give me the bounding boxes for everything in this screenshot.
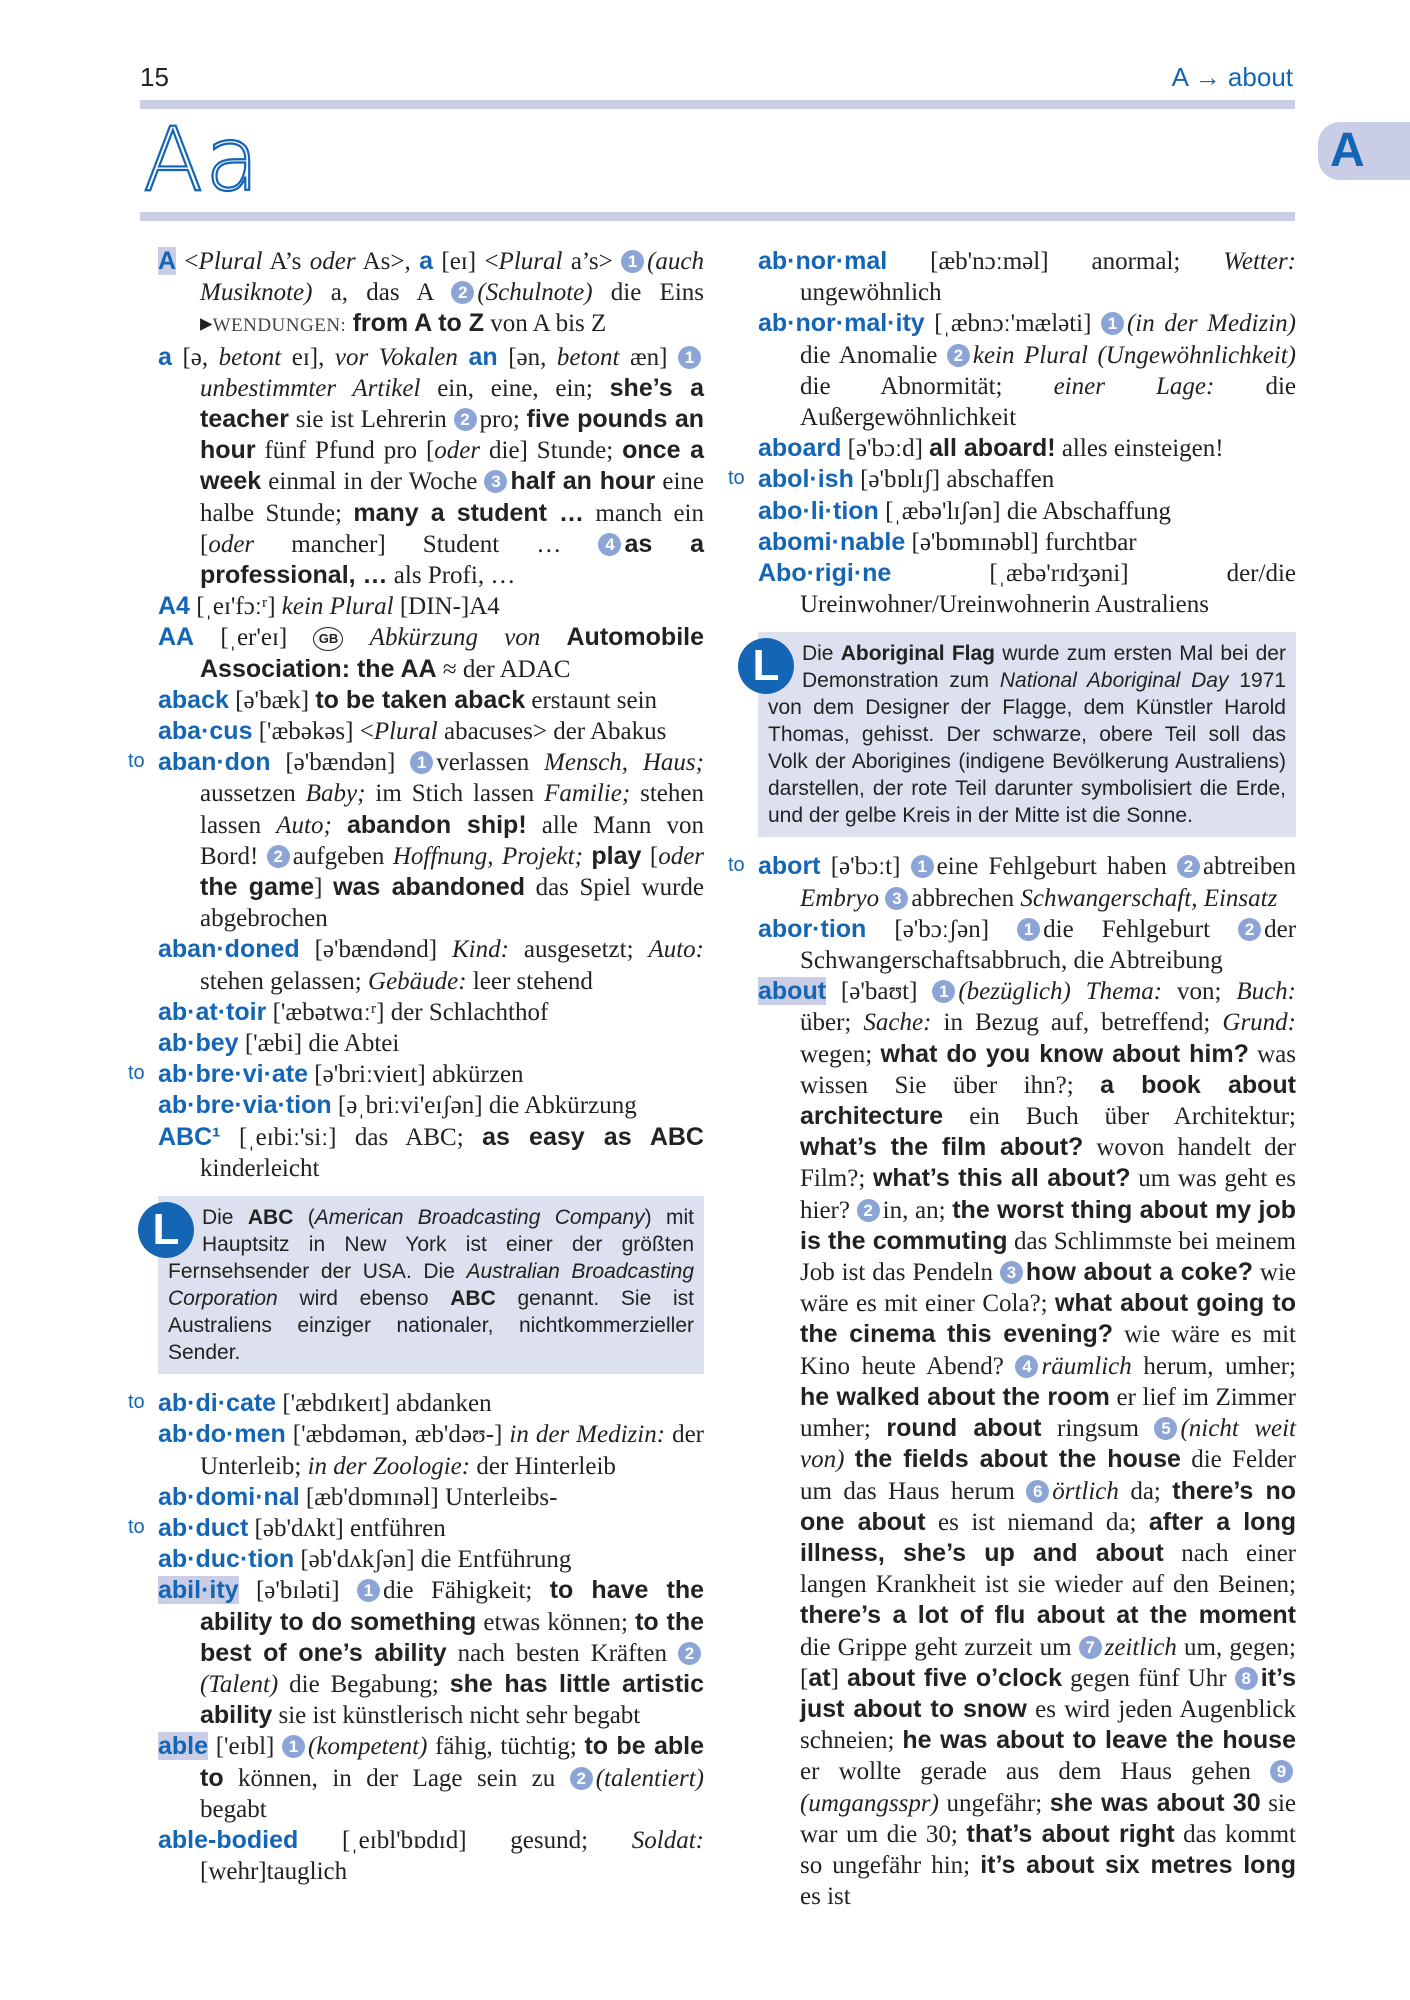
dictionary-entry: able ['eɪbl] 1 (kompetent) fähig, tüchtig; to be able to können, in der Lage sein zu 2 (talentiert) begabt [158,1732,704,1823]
dictionary-entry: abo·li·tion [ˌæbə'lɪʃən] die Abschaffung [758,496,1171,525]
entries-right-a [728,246,1297,620]
dictionary-entry: abor·tion [ə'bɔːʃən] 1 die Fehlgeburt 2 der Schwangerschaftsabbruch, die Abtreibung [758,914,1297,975]
dictionary-entry: ab·duc·tion [əb'dʌkʃən] die Entführung [158,1545,572,1574]
verb-marker: to [728,467,745,490]
dictionary-entry: ab·nor·mal [æb'nɔːməl] anormal; Wetter: ungewöhnlich [758,247,1296,307]
dictionary-entry: ab·do·men ['æbdəmən, æb'dəʊ-] in der Medizin: der Unterleib; in der Zoologie: der Hinterleib [158,1420,705,1480]
entries-left-b [128,1388,705,1887]
info-box-text: Die Aboriginal Flag wurde zum ersten Mal bei der Demonstration zum National Aboriginal Day 1971 von dem Designer der Flagge, dem Künstler Harold Thomas, gehisst. Der schwarze, obere Teil soll das Volk der Aborigines (indigene Bevölkerung Australiens) darstellen, der rote Teil darunter symbolisiert die Erde, und der gelbe Kreis in der Mitte ist die Sonne. [768,642,1286,828]
dictionary-entry: to abort [ə'bɔːt] 1 eine Fehlgeburt haben 2 abtreiben Embryo 3 abbrechen Schwangerschaft, Einsatz [728,852,1296,912]
left-column [128,246,705,1887]
dictionary-entry: abomi·nable [ə'bɒmɪnəbl] furchtbar [758,527,1137,556]
dictionary-entry: AA [ˌer'eɪ] GB Abkürzung von Automobile Association: the AA ≈ der ADAC [158,623,704,683]
verb-marker: to [728,854,745,877]
dictionary-entry: ab·bre·via·tion [əˌbriːvi'eɪʃən] die Abkürzung [158,1091,637,1120]
top-rule [140,100,1295,109]
thumb-letter: A [1330,124,1365,177]
dictionary-entry: Abo·rigi·ne [ˌæbə'rɪdʒəni] der/die Ureinwohner/Ureinwohnerin Australiens [758,559,1296,619]
dictionary-entry: about [ə'baʊt] 1 (bezüglich) Thema: von; Buch: über; Sache: in Bezug auf, betreffend; Grund: wegen; what do you know about him? was wissen Sie über ihn?; a book about architecture ein Buch über Architektur; what’s the film about? wovon handelt der Film?; what’s this all about? um was geht es hier? 2 in, an; the worst thing about my job is the commuting das Schlimmste bei meinem Job ist das Pendeln 3 how about a coke? wie wäre es mit einer Cola?; what about going to the cinema this evening? wie wäre es mit Kino heute Abend? 4 räumlich herum, umher; he walked about the room er lief im Zimmer umher; round about ringsum 5 (nicht weit von) the fields about the house die Felder um das Haus herum 6 örtlich da; there’s no one about es ist niemand da; after a long illness, she’s up and about nach einer langen Krankheit ist sie wieder auf den Beinen; there’s a lot of flu about at the moment die Grippe geht zurzeit um 7 zeitlich um, gegen; [at] about five o’clock gegen fünf Uhr 8 it’s just about to snow es wird jeden Augenblick schneien; he was about to leave the house er wollte gerade aus dem Haus gehen 9(umgangsspr) ungefähr; she was about 30 sie war um die 30; that’s about right das kommt so ungefähr hin; it’s about six metres long es ist [758,977,1297,1911]
dictionary-entry: aba·cus ['æbəkəs] <Plural abacuses> der Abakus [158,717,667,746]
page-number: 15 [140,62,169,92]
section-letter: Aa [143,108,262,211]
dictionary-entry: a [ə, betont eɪ], vor Vokalen an [ən, betont æn] 1unbestimmter Artikel ein, eine, ein; she’s a teacher sie ist Lehrerin 2 pro; five pounds an hour fünf Pfund pro [oder die] Stunde; once a week einmal in der Woche 3 half an hour eine halbe Stunde; many a student … manch ein [oder mancher] Student … 4 as a professional, … als Profi, … [158,342,704,590]
right-column [728,246,1297,1912]
info-badge-icon: L [738,638,794,694]
dictionary-entry: A <Plural A’s oder As>, a [eɪ] <Plural a’s> 1 (auch Musiknote) a, das A 2 (Schulnote) die Eins ▸WENDUNGEN: from A to Z von A bis Z [158,247,704,338]
info-box-abc [152,1196,704,1374]
dictionary-entry: ab·bey ['æbi] die Abtei [158,1029,400,1058]
verb-marker: to [128,1062,145,1085]
info-badge-icon: L [138,1202,194,1258]
dictionary-entry: to aban·don [ə'bændən] 1 verlassen Mensch, Haus; aussetzen Baby; im Stich lassen Familie; stehen lassen Auto; abandon ship! alle Mann von Bord! 2 aufgeben Hoffnung, Projekt; play [oder the game] was abandoned das Spiel wurde abgebrochen [128,748,705,933]
dictionary-entry: to ab·di·cate ['æbdɪkeɪt] abdanken [128,1389,492,1418]
entries-left-a [128,246,705,1184]
dictionary-entry: to abol·ish [ə'bɒlɪʃ] abschaffen [728,465,1055,494]
dictionary-entry: ab·at·toir ['æbətwɑːʳ] der Schlachthof [158,997,549,1026]
running-head: A → about [1171,62,1293,92]
thumb-index-tab[interactable] [1318,122,1410,180]
info-box-text: Die ABC (American Broadcasting Company) mit Hauptsitz in New York ist einer der größten Fernsehsender der USA. Die Australian Broadcasting Corporation wird ebenso ABC genannt. Sie ist Australiens einziger nationaler, nichtkommerzieller Sender. [168,1206,694,1365]
dictionary-entry: to ab·duct [əb'dʌkt] entführen [128,1513,446,1542]
dictionary-entry: ab·domi·nal [æb'dɒmɪnəl] Unterleibs- [158,1482,558,1511]
verb-marker: to [128,1391,145,1414]
dictionary-entry: abil·ity [ə'bɪləti] 1 die Fähigkeit; to have the ability to do something etwas können; to the best of one’s ability nach besten Kräften 2(Talent) die Begabung; she has little artistic ability sie ist künstlerisch nicht sehr begabt [158,1576,705,1730]
verb-marker: to [128,1515,145,1538]
dictionary-entry: ab·nor·mal·ity [ˌæbnɔː'mæləti] 1 (in der Medizin) die Anomalie 2 kein Plural (Ungewöhnlichkeit) die Abnormität; einer Lage: die Außergewöhnlichkeit [758,309,1297,432]
dictionary-entry: aback [ə'bæk] to be taken aback erstaunt sein [158,685,658,714]
dictionary-entry: to ab·bre·vi·ate [ə'briːvieɪt] abkürzen [128,1060,524,1089]
dictionary-entry: A4 [ˌeɪ'fɔːʳ] kein Plural [DIN-]A4 [158,592,500,621]
mid-rule [140,212,1295,221]
dictionary-entry: ABC¹ [ˌeɪbiː'siː] das ABC; as easy as ABC kinderleicht [158,1122,704,1182]
entries-right-b [728,851,1297,1912]
dictionary-entry: able-bodied [ˌeɪbl'bɒdɪd] gesund; Soldat: [wehr]tauglich [158,1825,704,1886]
verb-marker: to [128,750,145,773]
info-box-aboriginal-flag [752,632,1296,837]
dictionary-entry: aboard [ə'bɔːd] all aboard! alles einsteigen! [758,434,1224,463]
dictionary-entry: aban·doned [ə'bændənd] Kind: ausgesetzt; Auto: stehen gelassen; Gebäude: leer stehend [158,935,704,995]
